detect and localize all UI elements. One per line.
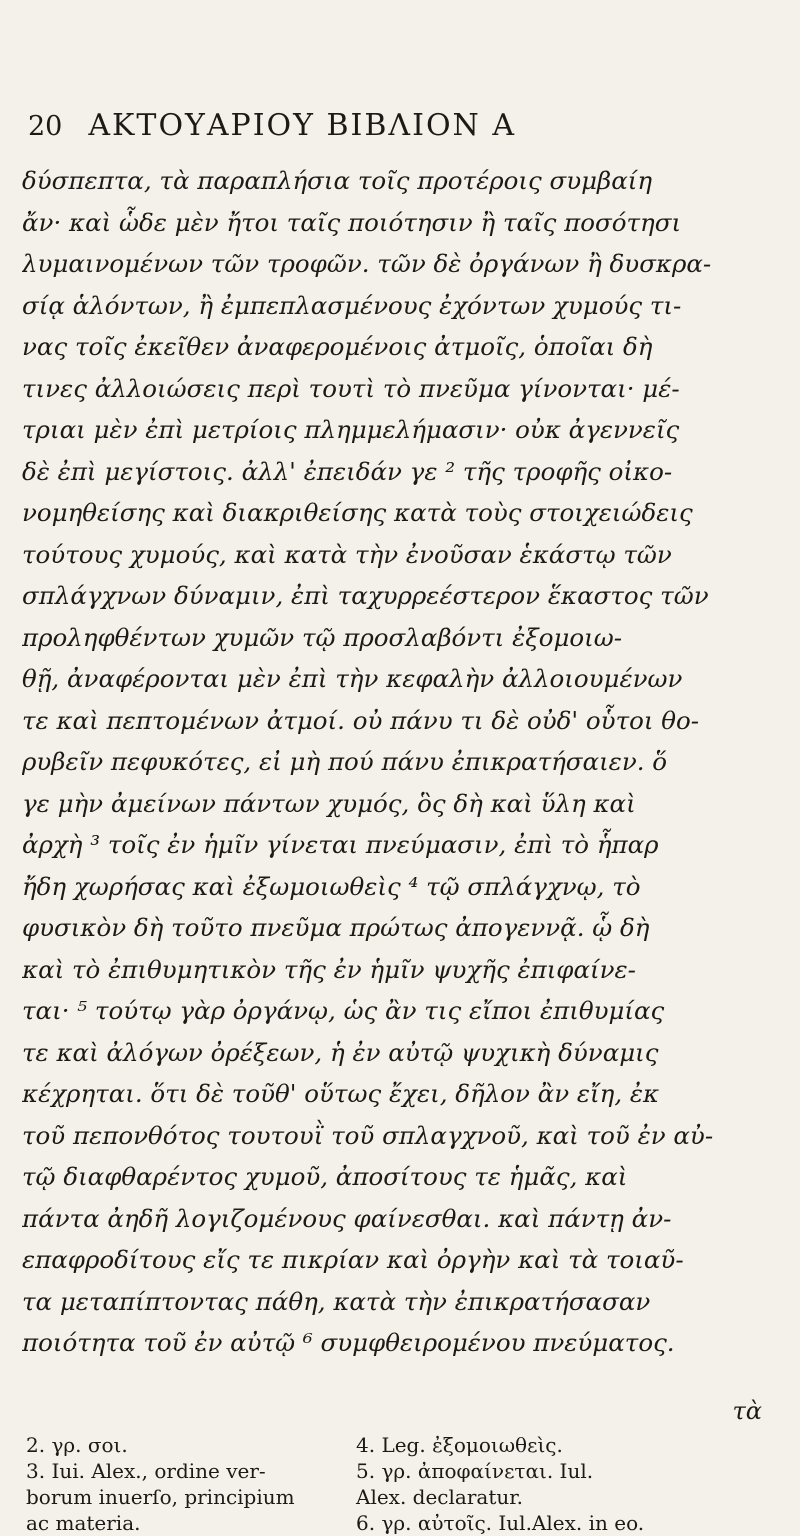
page-number: 20 [28,111,63,142]
text-line: καὶ τὸ ἐπιθυμητικὸν τῆς ἐν ἡμῖν ψυχῆς ἐπιφαίνε- [22,954,636,984]
text-line: τριαι μὲν ἐπὶ μετρίοις πλημμελήμασιν· οὐκ ἀγεννεῖς [22,415,680,444]
footnotes [26,1432,786,1536]
text-line: λυμαινομένων τῶν τροφῶν. τῶν δὲ ὀργάνων ἢ δυσκρα- [22,249,712,278]
text-line: ποιότητα τοῦ ἐν αὐτῷ ⁶ συμφθειρομένου πνεύματος. [22,1328,675,1357]
text-line: πάντα ἀηδῆ λογιζομένους φαίνεσθαι. καὶ πάντῃ ἀν- [22,1203,672,1233]
text-line: σίᾳ ἁλόντων, ἢ ἐμπεπλασμένους ἐχόντων χυμούς τι- [22,290,682,320]
text-line: ται· ⁵ τούτῳ γὰρ ὀργάνῳ, ὡς ἂν τις εἴποι ἐπιθυμίας [22,996,665,1025]
footnote-line: ac materia. [26,1511,141,1535]
text-line: τῷ διαφθαρέντος χυμοῦ, ἀποσίτους τε ἡμᾶς, καὶ [22,1162,628,1191]
footnote-line: borum inuerſo, principium [26,1485,295,1509]
text-line: επαφροδίτους εἴς τε πικρίαν καὶ ὀργὴν καὶ τὰ τοιαῦ- [22,1245,684,1274]
text-line: τα μεταπίπτοντας πάθη, κατὰ τὴν ἐπικρατήσασαν [22,1286,651,1316]
text-line: τινες ἀλλοιώσεις περὶ τουτὶ τὸ πνεῦμα γίνονται· μέ- [22,373,680,403]
footnote-line: 3. Iui. Alex., ordine ver- [26,1459,266,1483]
footnote-line: 2. γρ. σοι. [26,1433,128,1457]
text-line: τε καὶ πεπτομένων ἀτμοί. οὐ πάνυ τι δὲ οὐδ' οὗτοι θο- [22,705,700,735]
footnotes-right-column [356,1432,776,1536]
footnotes-left-column [26,1432,356,1536]
text-line: κέχρηται. ὅτι δὲ τοῦθ' οὕτως ἔχει, δῆλον ἂν εἴη, ἐκ [22,1079,660,1108]
footnote-line: Alex. declaratur. [356,1485,523,1509]
text-line: δύσπεπτα, τὰ παραπλήσια τοῖς προτέροις συμβαίη [22,166,653,195]
page-header [28,108,768,143]
text-line: νας τοῖς ἐκεῖθεν ἀναφερομένοις ἀτμοῖς, ὁποῖαι δὴ [22,332,653,361]
text-line: γε μὴν ἀμείνων πάντων χυμός, ὃς δὴ καὶ ὕλη καὶ [22,788,636,818]
footnote-line: 5. γρ. ἀποφαίνεται. Iul. [356,1459,594,1483]
text-line: δὲ ἐπὶ μεγίστοις. ἀλλ' ἐπειδάν γε ² τῆς τροφῆς οἰκο- [22,456,673,486]
text-line: φυσικὸν δὴ τοῦτο πνεῦμα πρώτως ἀπογεννᾷ. ᾧ δὴ [22,913,650,942]
text-line: ρυβεῖν πεφυκότες, εἰ μὴ πού πάνυ ἐπικρατήσαιεν. ὅ [22,747,668,776]
footnote-line: 6. γρ. αὐτοῖς. Iul.Alex. in eo. [356,1511,645,1535]
text-line: θῇ, ἀναφέρονται μὲν ἐπὶ τὴν κεφαλὴν ἀλλοιουμένων [22,664,683,693]
text-line: τούτους χυμούς, καὶ κατὰ τὴν ἐνοῦσαν ἑκάστῳ τῶν [22,539,672,569]
text-line: σπλάγχνων δύναμιν, ἐπὶ ταχυρρεέστερον ἕκαστος τῶν [22,581,709,610]
text-line: ἀρχὴ ³ τοῖς ἐν ἡμῖν γίνεται πνεύμασιν, ἐπὶ τὸ ἧπαρ [22,830,659,859]
running-head: ΑΚΤΟΥΑΡΙΟΥ ΒΙΒΛΙΟΝ Α [88,108,516,143]
text-line: ἄν· καὶ ὧδε μὲν ἤτοι ταῖς ποιότησιν ἢ ταῖς ποσότησι [22,207,682,237]
text-line: τοῦ πεπονθότος τουτουῒ τοῦ σπλαγχνοῦ, καὶ τοῦ ἐν αὐ- [22,1120,714,1150]
text-line: νομηθείσης καὶ διακριθείσης κατὰ τοὺς στοιχειώδεις [22,498,693,527]
text-line: προληφθέντων χυμῶν τῷ προσλαβόντι ἐξομοιω- [22,622,622,652]
text-line: τε καὶ ἀλόγων ὀρέξεων, ἡ ἐν αὐτῷ ψυχικὴ δύναμις [22,1037,659,1067]
catchword: τὰ [732,1397,762,1425]
main-text-block [22,160,774,1364]
footnote-line: 4. Leg. ἐξομοιωθεὶς. [356,1433,563,1457]
text-line: ἤδη χωρήσας καὶ ἐξωμοιωθεὶς ⁴ τῷ σπλάγχνῳ, τὸ [22,871,641,901]
